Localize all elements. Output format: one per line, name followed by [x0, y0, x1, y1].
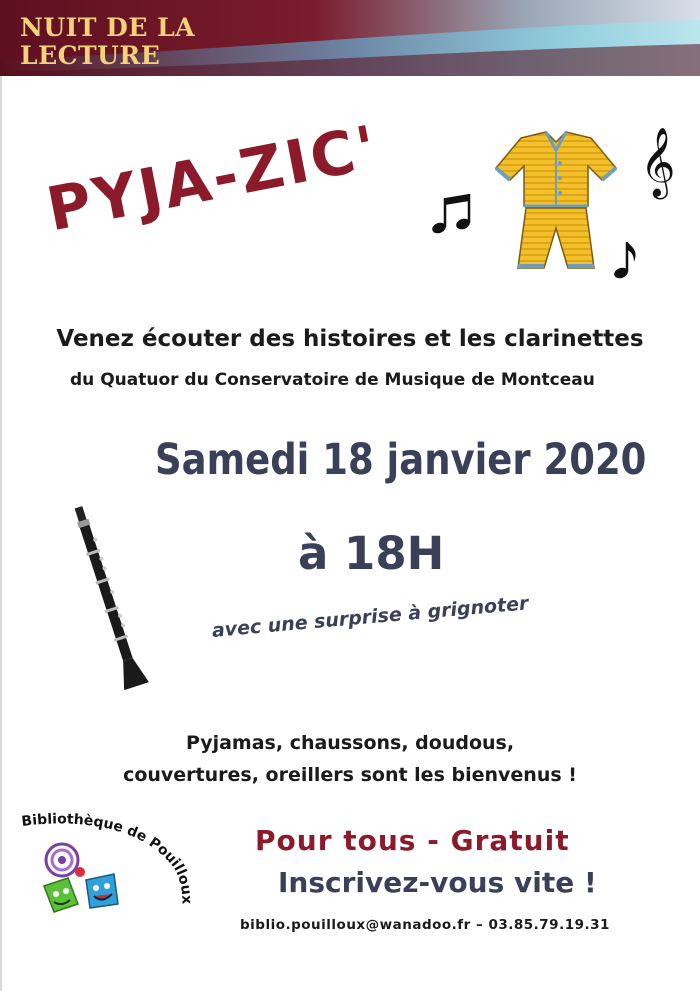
- banner-title-line2: LECTURE: [20, 41, 161, 70]
- library-logo: [14, 808, 214, 948]
- green-cube-icon: [44, 878, 78, 912]
- double-eighth-note-icon: [430, 190, 474, 236]
- event-time: à 18H: [298, 527, 445, 580]
- intro-text: Venez écouter des histoires et les clarinettes: [56, 326, 644, 352]
- left-border: [0, 76, 2, 991]
- snack-text: avec une surprise à grignoter: [211, 592, 530, 642]
- red-dot-icon: [75, 867, 85, 877]
- swirl-icon: [46, 844, 78, 876]
- header-banner: [0, 0, 700, 76]
- library-logo-text: Bibliothèque de Pouilloux: [20, 811, 195, 905]
- banner-title-line1: NUIT DE LA: [20, 13, 196, 42]
- event-date: Samedi 18 janvier 2020: [155, 435, 647, 485]
- treble-clef-icon: [640, 124, 676, 197]
- banner-title: [20, 14, 195, 70]
- contact-info: biblio.pouilloux@wanadoo.fr – 03.85.79.19.31: [240, 917, 610, 933]
- clarinet-icon: [55, 498, 165, 698]
- performers-text: du Quatuor du Conservatoire de Musique de Montceau: [70, 370, 595, 390]
- eighth-note-icon: [612, 238, 640, 282]
- blue-cube-icon: [86, 874, 118, 908]
- audience-text: Pour tous - Gratuit: [255, 824, 570, 857]
- cta-text: Inscrivez-vous vite !: [278, 866, 597, 899]
- event-title: PYJA-ZIC': [41, 112, 385, 246]
- bring-items-line2: couvertures, oreillers sont les bienvenus !: [123, 764, 577, 786]
- svg-text:𝄞: 𝄞: [640, 127, 676, 197]
- bring-items-line1: Pyjamas, chaussons, doudous,: [185, 732, 515, 754]
